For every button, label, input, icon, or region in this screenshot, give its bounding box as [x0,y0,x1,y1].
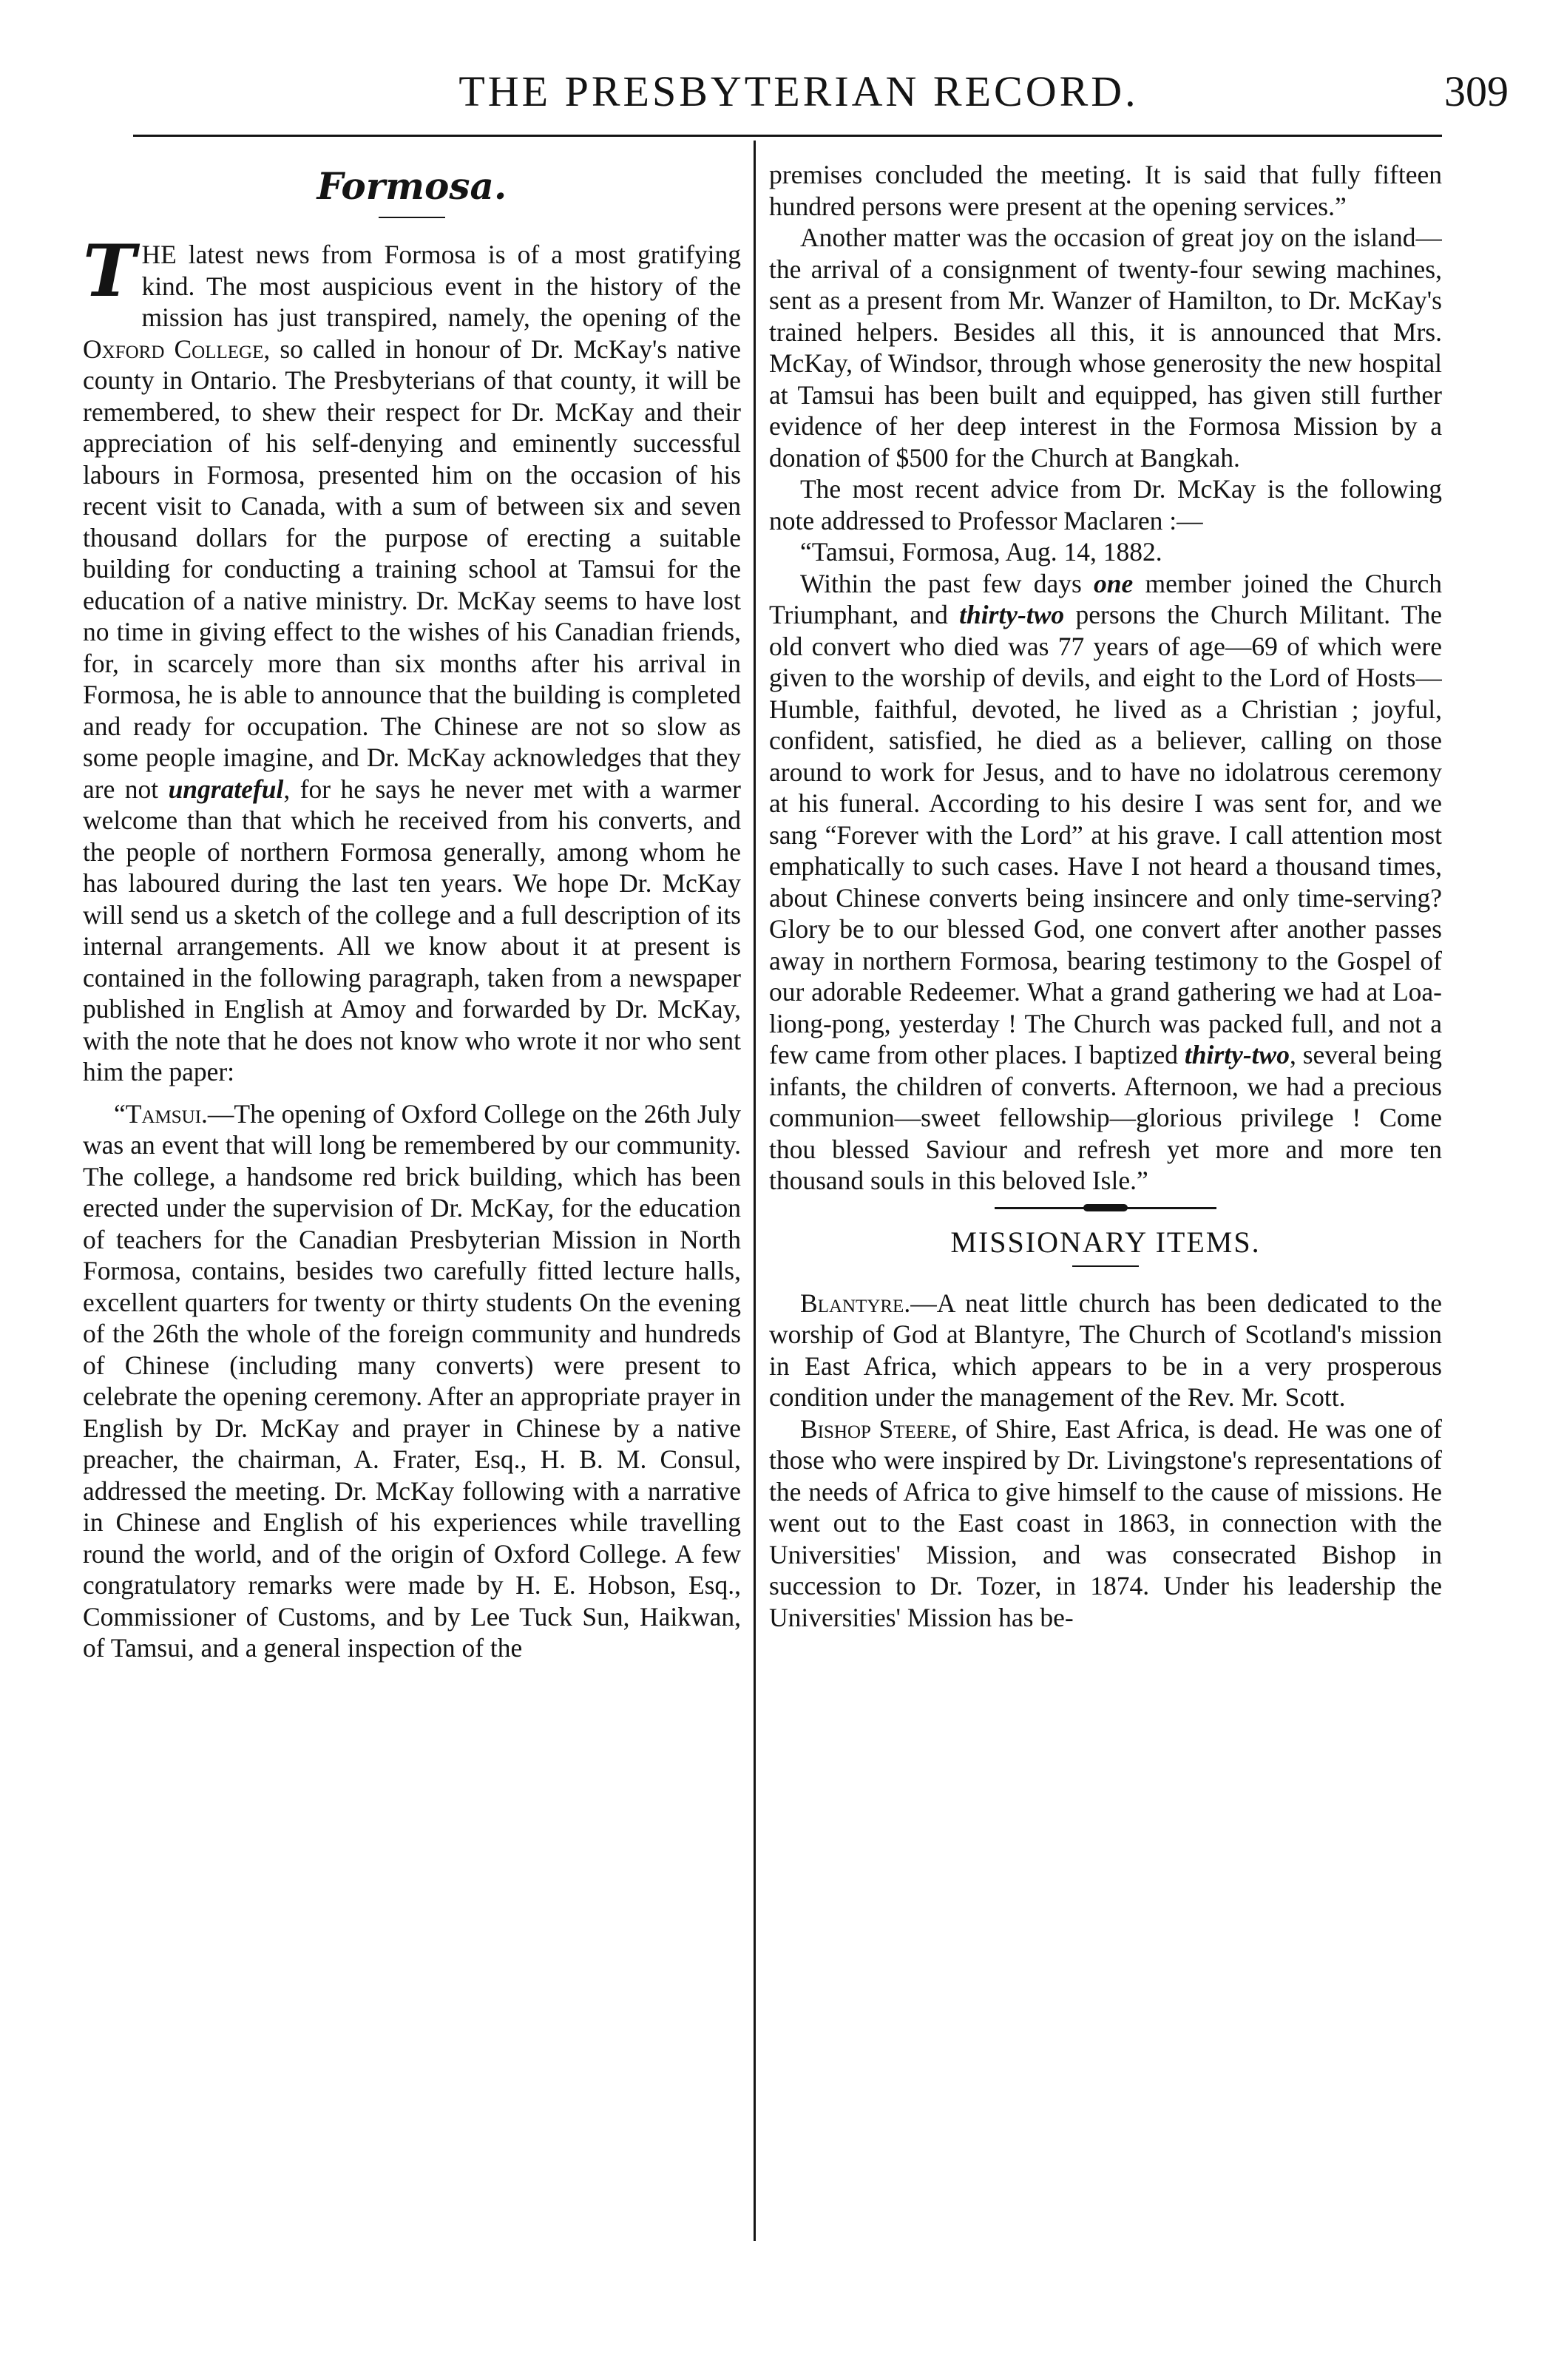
column-rule [754,141,756,2241]
oxford-college-name: Oxford College [83,334,264,364]
blantyre-text: .—A neat little church has been dedicated to the worship of God at Blantyre, The Church of Scotland's mission in East Africa, which appears to be in a very prosperous condition under the management of the Rev. Mr. Scott. [769,1288,1442,1412]
quote-open: “ [114,1098,126,1129]
bishop-steere-text: , of Shire, East Africa, is dead. He was one of those who were inspired by Dr. Livingstone's representations of the needs of Africa to give himself to the cause of missions. He went out to the East coast in 1863, in connection with the Universities' Mission, and was consecrated Bishop in succession to Dr. Tozer, in 1874. Under his leadership the Universities' Mission has be- [769,1413,1442,1632]
left-column [83,159,741,2237]
formosa-p1-end: , for he says he never met with a warmer welcome than that which he received from his converts, and the people of northern Formosa generally, among whom he has laboured during the last ten years. We hope Dr. McKay will send us a sketch of the college and a full description of its internal arrangements. All we know about it at present is contained in the following paragraph, taken from a newspaper published in English at Amoy and forwarded by Dr. McKay, with the note that he does not know who wrote it nor who sent him the paper: [83,774,741,1086]
ungrateful-emphasis: ungrateful [168,774,284,804]
letter-body-c: persons the Church Militant. The old convert who died was 77 years of age—69 of which were given to the worship of devils, and eight to the Lord of Hosts—Humble, faithful, devoted, he lived as a Christian ; joyful, confident, satisfied, he died as a believer, calling on those around to work for Jesus, and to have no idolatrous ceremony at his funeral. According to his desire I was sent for, and we sang “Forever with the Lord” at his grave. I call attention most emphatically to such cases. Have I not heard a thousand times, about Chinese converts being insincere and only time-serving? Glory be to our blessed God, one convert after another passes away in northern Formosa, bearing testimony to the Gospel of our adorable Redeemer. What a grand gathering we had at Loa-liong-pong, yesterday ! The Church was packed full, and not a few came from other places. I baptized [769,600,1442,1069]
letter-body [769,568,1442,1197]
blantyre-item [769,1288,1442,1413]
running-head [81,67,1516,126]
bishop-steere-name: Bishop Steere [800,1413,952,1444]
heading-rule [379,217,445,218]
thirty-two-emphasis: thirty-two [959,600,1065,629]
drop-cap: T [83,229,136,313]
blantyre-name: Blantyre [800,1288,904,1318]
missionary-heading-rule [1072,1265,1139,1267]
formosa-p1-lead: HE latest news from Formosa is of a most gratifying kind. The most auspicious event in the history of the mission has just transpired, namely, the opening of the [141,240,741,332]
tamsui-quote-text: .—The opening of Oxford College on the 26th July was an event that will long be remembered by our community. The college, a handsome red brick building, which has been erected under the supervision of Dr. McKay, for the education of teachers for the Canadian Presbyterian Mission in North Formosa, contains, besides two carefully fitted lecture halls, excellent quarters for twenty or thirty students On the evening of the 26th the whole of the foreign community and hundreds of Chinese (including many converts) were present to celebrate the opening ceremony. After an appropriate prayer in English by Dr. McKay and prayer in Chinese by a native preacher, the chairman, A. Frater, Esq., H. B. M. Consul, addressed the meeting. Dr. McKay following with a narrative in Chinese and English of his experiences while travelling round the world, and of the origin of Oxford College. A few congratulatory remarks were made by H. E. Hobson, Esq., Commissioner of Customs, and by Lee Tuck Sun, Haikwan, of Tamsui, and a general inspection of the [83,1098,741,1663]
letter-body-d: , several being infants, the children of converts. Afternoon, we had a precious communion—sweet fellowship—glorious privilege ! Come thou blessed Saviour and refresh yet more and more ten thousand souls in this beloved Isle.” [769,1040,1442,1195]
premises-paragraph: premises concluded the meeting. It is said that fully fifteen hundred persons were present at the opening services.” [769,160,1442,221]
thirty-two-baptized-emphasis: thirty-two [1184,1040,1290,1069]
running-title: THE PRESBYTERIAN RECORD. [458,67,1139,115]
bishop-steere-item [769,1413,1442,1634]
recent-advice-paragraph: The most recent advice from Dr. McKay is the following note addressed to Professor Maclaren :— [769,474,1442,535]
letter-dateline: “Tamsui, Formosa, Aug. 14, 1882. [800,537,1162,567]
sewing-machines-paragraph: Another matter was the occasion of great joy on the island—the arrival of a consignment of twenty-four sewing machines, sent as a present from Mr. Wanzer of Hamilton, to Dr. McKay's trained helpers. Besides all this, it is announced that Mrs. McKay, of Windsor, through whose generosity the new hospital at Tamsui has been built and equipped, has given still further evidence of her deep interest in the Formosa Mission by a donation of $500 for the Church at Bangkah. [769,223,1442,473]
letter-body-a: Within the past few days [800,568,1094,598]
page-number: 309 [1444,67,1509,115]
right-column [769,159,1442,2237]
tamsui-quote-paragraph [83,1098,741,1664]
formosa-p1-rest: , so called in honour of Dr. McKay's native county in Ontario. The Presbyterians of that county, it will be remembered, to shew their respect for Dr. McKay and their appreciation of his self-denying and eminently successful labours in Formosa, presented him on the occasion of his recent visit to Canada, with a sum of between six and seven thousand dollars for the purpose of erecting a suitable building for conducting a training school at Tamsui for the education of a native ministry. Dr. McKay seems to have lost no time in giving effect to the wishes of his Canadian friends, for, in scarcely more than six months after his arrival in Formosa, he is able to announce that the building is completed and ready for occupation. The Chinese are not so slow as some people imagine, and Dr. McKay acknowledges that they are not [83,334,741,804]
tamsui-place: Tamsui [125,1098,202,1129]
one-emphasis: one [1094,568,1134,598]
letter-body-b: member joined the Church Triumphant, and [769,568,1442,629]
formosa-heading: Formosa. [316,164,507,208]
header-rule [133,135,1442,137]
ornament-rule [995,1207,1216,1209]
formosa-paragraph-1 [83,229,741,1088]
missionary-items-heading: MISSIONARY ITEMS. [950,1225,1261,1259]
